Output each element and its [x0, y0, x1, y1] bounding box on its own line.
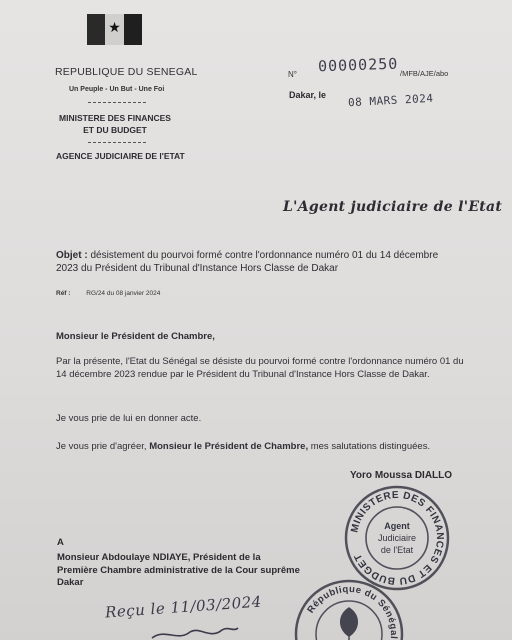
subject [56, 249, 456, 275]
body-paragraph-1: Par la présente, l'Etat du Sénégal se désiste du pourvoi formé contre l'ordonnance numéro 01 du 14 décembre 2023 rendue par le Président du Tribunal d'Instance Hors Classe de Dakar. [56, 356, 464, 380]
reference-number-label: N° [288, 70, 297, 79]
ref-label: Réf : [56, 290, 71, 297]
recipient-line-2: Première Chambre administrative de la Cour suprême [57, 564, 300, 576]
agency-name: AGENCE JUDICIAIRE DE l'ETAT [56, 151, 185, 161]
reference-number-stamp: 00000250 [317, 54, 399, 76]
seal-center-line-1: Agent [384, 521, 410, 531]
seal-center-line-2: Judiciaire [377, 533, 417, 543]
subject-label: Objet : [56, 250, 88, 261]
national-motto: Un Peuple - Un But - Une Foi [69, 86, 165, 93]
recipient-line-1: Monsieur Abdoulaye NDIAYE, Président de la [57, 552, 261, 563]
reference-suffix: /MFB/AJE/abo [400, 69, 449, 78]
reception-stamp-icon [293, 578, 405, 640]
sender-title: L'Agent judiciaire de l'Etat [283, 199, 503, 215]
ministry-name [55, 112, 175, 136]
seal-ring-text: MINISTERE DES FINANCES ET DU BUDGET [349, 489, 446, 587]
ministry-line-2: ET DU BUDGET [83, 125, 147, 135]
ref-text: RG/24 du 08 janvier 2024 [86, 290, 161, 297]
place-label: Dakar, le [289, 90, 327, 100]
subject-reference [56, 290, 160, 297]
reception-stamp-ring-text: République du Sénégal [305, 583, 400, 640]
salutation: Monsieur le Président de Chambre, [56, 331, 215, 342]
divider [88, 142, 146, 143]
republic-heading: REPUBLIQUE DU SENEGAL [55, 66, 198, 78]
signatory-name: Yoro Moussa DIALLO [350, 470, 453, 481]
senegal-flag-icon: ★ [87, 14, 142, 45]
body-paragraph-2: Je vous prie de lui en donner acte. [56, 413, 202, 424]
seal-center-line-3: de l'Etat [380, 545, 414, 555]
closing-post: mes salutations distinguées. [310, 441, 431, 452]
ministry-line-1: MINISTERE DES FINANCES [59, 113, 171, 123]
closing-formula [56, 441, 430, 452]
signature-scribble-icon [150, 624, 240, 640]
subject-text: désistement du pourvoi formé contre l'ordonnance numéro 01 du 14 décembre 2023 du Président du Tribunal d'Instance Hors Classe de Dakar [56, 250, 439, 274]
baobab-emblem-icon [341, 608, 358, 640]
handwritten-receipt-note: Reçu le 11/03/2024 [104, 592, 263, 622]
recipient-line-3: Dakar [57, 577, 84, 588]
date-stamp: 08 MARS 2024 [347, 91, 434, 110]
recipient-prefix: A [57, 537, 64, 548]
closing-pre: Je vous prie d'agréer, [56, 441, 147, 452]
divider [88, 102, 146, 103]
closing-bold: Monsieur le Président de Chambre, [149, 441, 309, 452]
